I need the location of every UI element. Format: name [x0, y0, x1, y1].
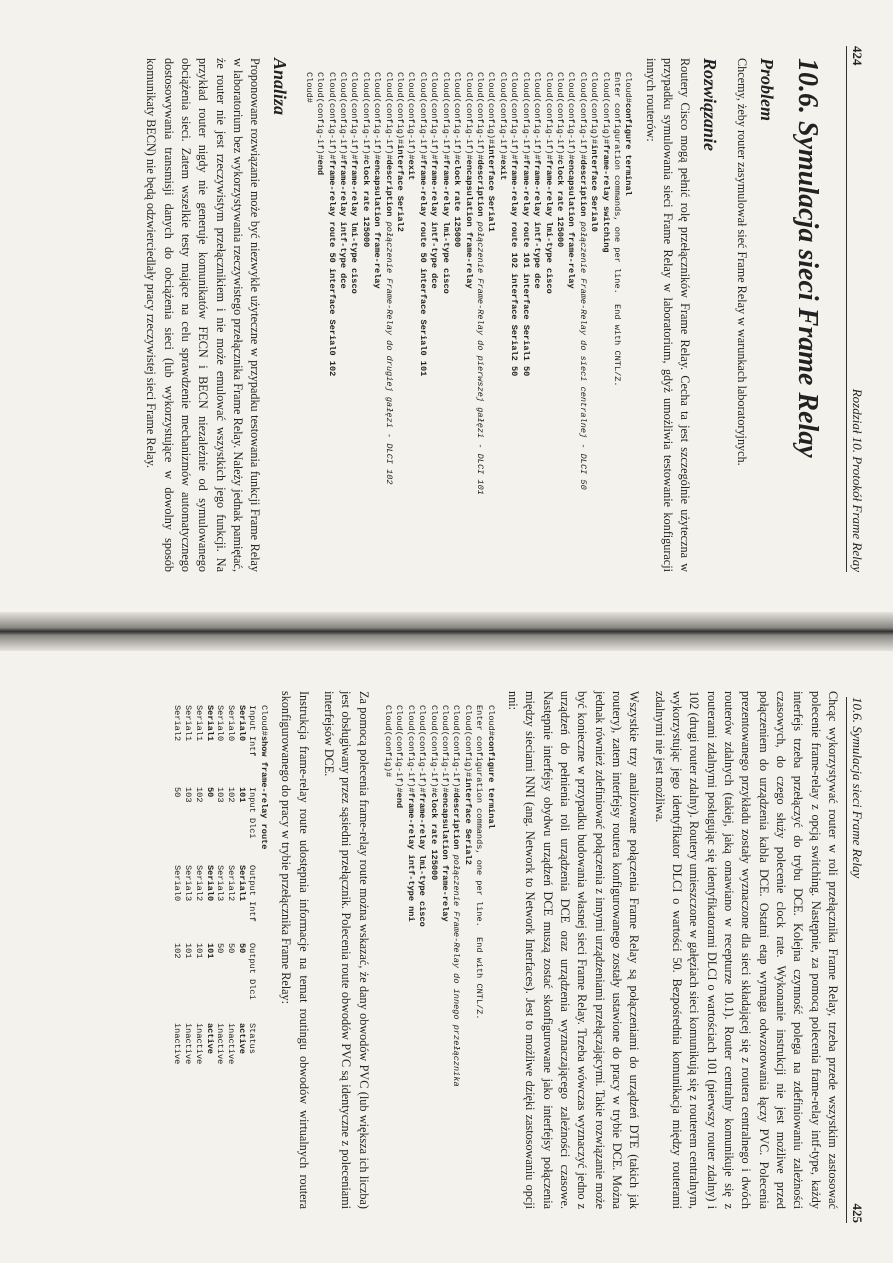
code-line — [474, 72, 485, 572]
table-cell: Serial0 — [236, 705, 247, 742]
code-command: description — [577, 159, 588, 222]
table-cell: inactive — [215, 1023, 226, 1065]
code-line — [484, 705, 495, 1209]
table-cell: 50 — [215, 943, 226, 954]
route-table — [172, 705, 258, 1064]
code-comment: połączenie Frame-Relay do drugiej gałęzi - DLCI 102 — [383, 221, 394, 485]
right-page — [0, 651, 893, 1263]
paragraph: Chcąc wykorzystywać router w roli przełącznika Frame Relay, trzeba przede wszystkim zastosować polecenie frame-relay z opcją switching. Następnie, za pomocą polecenia frame-relay intf-type, każdy interfejs trzeba przełączyć do trybu DCE. Kolejna czynność polega na zdefiniowaniu zależności czasowych, do czego służy polecenie clock rate. Wykonanie instrukcji nie jest możliwe przed połączeniem do urządzenia kabla DCE. Ostatni etap wymaga odwzorowania łączy PVC. Polecenia prezentowanego przykładu zostały wyznaczone dla sieci składającej się z routera centralnego i dwóch routerów zdalnych (takiej, jaką omawiano w recepturze 10.1). Router centralny komunikuje się z routerami zdalnymi posługując się identyfikatorami DLCI o wartościach 101 (pierwszy router zdalny) i 102 (drugi router zdalny). Routery umieszczone w gałęziach sieci komunikują się z routerem centralnym, wykorzystując jego identyfikator DLCI o wartości 50. Bezpośrednia komunikacja między routerami zdalnymi nie jest możliwa. — [652, 691, 840, 1209]
paragraph: Za pomocą polecenia frame-relay route można wskazać, że dany obwodów PVC (lub większa ich liczba) jest obsługiwany przez sąsiedni przełącznik. Polecenia route obwodów PVC są identyczne z poleceniami interfejsów DCE. — [321, 691, 371, 1209]
left-page — [0, 0, 893, 612]
code-line — [439, 72, 450, 572]
code-command: encapsulation frame-relay — [372, 159, 383, 289]
code-prompt: Cloud(config)# — [486, 72, 497, 145]
nni-code-block — [382, 705, 496, 1209]
table-cell: Serial1 — [204, 705, 215, 742]
table-cell: 50 — [226, 943, 237, 954]
table-row — [215, 705, 226, 1064]
solution-heading: Rozwiązanie — [700, 58, 721, 152]
code-command: interface Serial1 — [486, 144, 497, 232]
code-line — [462, 72, 473, 572]
code-prompt: Cloud(config)# — [589, 72, 600, 145]
code-prompt: Cloud(config)# — [382, 705, 393, 778]
code-line — [427, 705, 438, 1209]
code-command: clock rate 125000 — [428, 792, 439, 881]
code-line — [588, 72, 599, 572]
table-cell: Serial3 — [183, 865, 194, 902]
code-prompt: Cloud(config-if)# — [509, 72, 520, 160]
page-number: 424 — [850, 46, 865, 66]
table-cell: inactive — [183, 1023, 194, 1065]
code-prompt: Cloud(config-if)# — [440, 72, 451, 160]
code-command: description — [383, 159, 394, 222]
code-line — [359, 72, 370, 572]
code-command: interface Serial2 — [395, 144, 406, 232]
code-prompt: Cloud(config-if)# — [394, 705, 405, 793]
book-gutter — [0, 612, 893, 651]
code-command: configure terminal — [485, 735, 496, 829]
code-command: interface Serial2 — [462, 777, 473, 865]
table-cell: 101 — [193, 943, 204, 959]
code-prompt: Cloud(config-if)# — [383, 72, 394, 160]
table-cell: 50 — [204, 787, 215, 798]
code-command: frame-relay lmi-type cisco — [543, 159, 554, 294]
code-prompt: Cloud# — [485, 705, 496, 736]
solution-text: Routery Cisco mogą pełnić rolę przełączników Frame Relay. Cecha ta jest szczególnie użyteczna w przypadku symulowania sieci Frame Relay w laboratorium, gdyż umożliwia testowanie konfiguracji innych routerów: — [643, 58, 693, 572]
table-cell: Serial0 — [172, 865, 183, 902]
code-line — [496, 72, 507, 572]
code-line — [382, 72, 393, 572]
code-line — [348, 72, 359, 572]
table-row — [182, 705, 193, 1064]
code-prompt: Cloud(config-if)# — [497, 72, 508, 160]
code-prompt: Cloud# — [258, 705, 269, 736]
code-prompt: Cloud(config-if)# — [372, 72, 383, 160]
code-command: encapsulation frame-relay — [440, 792, 451, 922]
code-prompt: Cloud(config-if)# — [429, 72, 440, 160]
show-route-command — [257, 705, 268, 1209]
code-line — [416, 705, 427, 1209]
code-prompt: Cloud(config)# — [600, 72, 611, 145]
column-header: Status — [247, 1023, 258, 1054]
code-line — [542, 72, 553, 572]
table-row — [172, 705, 183, 1064]
code-command: clock rate 125000 — [452, 159, 463, 248]
code-prompt: Cloud(config-if)# — [463, 72, 474, 160]
code-command: clock rate 125000 — [360, 159, 371, 248]
code-line — [428, 72, 439, 572]
table-row — [204, 705, 215, 1064]
analysis-text: Proponowane rozwiązanie może być niezwykle użyteczne w przypadku testowania funkcji Frame Relay w laboratorium bez wykorzystywania rzeczywistego przełącznika Frame Relay. Należy jednak pamiętać, że router nie jest rzeczywistym przełącznikiem i nie może emulować wszystkich jego funkcji. Na przykład router nigdy nie generuje komunikatów FECN i BECN niezależnie od symulowanego obciążenia sieci. Zatem wszelkie testy mające na celu sprawdzenie mechanizmów automatycznego dostosowywania transmisji danych do obciążenia sieci (lub wykorzystujące w dowolny sposób komunikaty BECN) nie będą odzwierciedlały pracy rzeczywistej sieci Frame Relay. — [144, 58, 263, 572]
code-command: frame-relay route 101 interface Serial1 50 — [520, 159, 531, 377]
table-cell: Serial2 — [193, 865, 204, 902]
table-cell: 103 — [183, 787, 194, 803]
code-command: frame-relay switching — [600, 144, 611, 253]
code-prompt: Cloud(config-if)# — [532, 72, 543, 160]
table-cell: 50 — [172, 787, 183, 798]
running-title: 10.6. Symulacja sieci Frame Relay — [850, 697, 865, 879]
table-cell: Serial2 — [226, 865, 237, 902]
running-title: Rozdział 10. Protokół Frame Relay — [850, 388, 865, 572]
code-line — [485, 72, 496, 572]
code-command: frame-relay route 102 interface Serial2 50 — [509, 159, 520, 377]
table-cell: Serial1 — [183, 705, 194, 742]
code-command: configure terminal — [623, 102, 634, 196]
code-line — [371, 72, 382, 572]
table-cell: 101 — [183, 943, 194, 959]
code-command: frame-relay route 50 interface Serial0 102 — [326, 159, 337, 377]
code-line — [554, 72, 565, 572]
code-line — [622, 72, 633, 572]
code-command: frame-relay intf-type dce — [429, 159, 440, 289]
problem-heading: Problem — [756, 58, 777, 121]
table-cell: 101 — [236, 787, 247, 803]
table-cell: inactive — [172, 1023, 183, 1065]
table-cell: inactive — [193, 1023, 204, 1065]
code-command: end — [394, 792, 405, 809]
code-prompt: Cloud# — [303, 72, 314, 103]
table-cell: Serial0 — [204, 865, 215, 902]
code-prompt: Cloud(config-if)# — [360, 72, 371, 160]
code-line — [599, 72, 610, 572]
code-command: encapsulation frame-relay — [463, 159, 474, 289]
code-prompt: Cloud(config-if)# — [428, 705, 439, 793]
code-line — [565, 72, 576, 572]
right-page-header — [846, 697, 865, 1223]
code-line — [405, 72, 416, 572]
code-line — [462, 705, 473, 1209]
code-line — [302, 72, 313, 572]
code-prompt: Cloud(config)# — [462, 705, 473, 778]
code-comment: połączenie Frame-Relay do sieci centralnej - DLCI 50 — [577, 221, 588, 490]
code-line — [473, 705, 484, 1209]
column-header: Input Dlci — [247, 787, 258, 839]
code-command: exit — [497, 159, 508, 181]
left-column — [134, 58, 823, 572]
table-cell: Serial0 — [226, 705, 237, 742]
table-cell: 50 — [236, 943, 247, 954]
table-cell: inactive — [226, 1023, 237, 1065]
code-line — [531, 72, 542, 572]
left-page-header — [846, 46, 865, 572]
code-line — [382, 705, 393, 1209]
code-line — [416, 72, 427, 572]
code-line — [508, 72, 519, 572]
code-prompt: Enter configuration commands, one per line. End with CNTL/Z. — [612, 72, 623, 387]
paragraph: Wszystkie trzy analizowane połączenia Frame Relay są połączeniami do urządzeń DTE (takich jak routery), zatem interfejsy routera konfigurowanego zostały ustawione do pracy w trybie DCE. Można jednak również zdefiniować połączenia z innymi urządzeniami przełączającymi. Takie rozwiązanie może być konieczne w przypadku budowania własnej sieci Frame Relay. Trzeba wówczas wyznaczyć jedno z urządzeń do pełnienia roli urządzenia DCE oraz urządzenia wyznaczającego zależności czasowe. Następnie interfejsy obydwu urządzeń DCE muszą zostać skonfigurowane jako interfejsy połączenia między sieciami NNI (ang. Network to Network Interfaces). Jest to możliwe dzięki zastosowaniu opcji nni: — [506, 691, 642, 1209]
table-row — [193, 705, 204, 1064]
table-cell: active — [204, 1023, 215, 1054]
code-line — [611, 72, 622, 572]
analysis-heading: Analiza — [270, 58, 291, 116]
table-cell: Serial0 — [215, 705, 226, 742]
table-row — [225, 705, 236, 1064]
code-command: frame-relay lmi-type cisco — [440, 159, 451, 294]
table-cell: Serial1 — [193, 705, 204, 742]
code-line — [325, 72, 336, 572]
code-prompt: Enter configuration commands, one per line. End with CNTL/Z. — [474, 705, 485, 1020]
code-prompt: Cloud(config-if)# — [417, 72, 428, 160]
code-prompt: Cloud(config)# — [395, 72, 406, 145]
code-command: frame-relay intf-type nni — [405, 792, 416, 922]
table-cell: 102 — [193, 787, 204, 803]
code-prompt: Cloud(config-if)# — [577, 72, 588, 160]
code-prompt: Cloud(config-if)# — [554, 72, 565, 160]
code-line — [576, 72, 587, 572]
code-command: frame-relay intf-type dce — [532, 159, 543, 289]
code-prompt: Cloud(config-if)# — [349, 72, 360, 160]
paragraph: Instrukcja frame-relay route udostępnia informacje na temat routingu obwodów wirtualnych routera skonfigurowanego do pracy w trybie przełącznika Frame Relay: — [279, 691, 311, 1209]
code-prompt: Cloud(config-if)# — [440, 705, 451, 793]
code-line — [393, 705, 404, 1209]
code-command: show frame-relay route — [258, 735, 269, 850]
column-header: Output Dlci — [247, 943, 258, 1000]
code-prompt: Cloud(config-if)# — [520, 72, 531, 160]
code-line — [394, 72, 405, 572]
code-prompt: Cloud(config-if)# — [326, 72, 337, 160]
code-comment: połączenie Frame-Relay do pierwszej gałęzi - DLCI 101 — [475, 221, 486, 495]
page-number: 425 — [850, 1203, 865, 1223]
code-command: description — [451, 792, 462, 855]
code-line — [450, 705, 461, 1209]
problem-text: Chcemy, żeby router zasymulował sieć Frame Relay w warunkach laboratoryjnych. — [734, 58, 749, 466]
table-cell: 102 — [226, 787, 237, 803]
code-command: description — [475, 159, 486, 222]
code-prompt: Cloud(config-if)# — [406, 72, 417, 160]
code-prompt: Cloud(config-if)# — [315, 72, 326, 160]
table-cell: Serial3 — [215, 865, 226, 902]
code-line — [451, 72, 462, 572]
code-line — [404, 705, 415, 1209]
code-command: frame-relay route 50 interface Serial0 101 — [417, 159, 428, 377]
column-header: Input Intf — [247, 705, 258, 757]
table-cell: 102 — [172, 943, 183, 959]
right-column — [172, 691, 841, 1209]
table-cell: 103 — [215, 787, 226, 803]
code-prompt: Cloud(config-if)# — [417, 705, 428, 793]
code-line — [519, 72, 530, 572]
column-header: Output Intf — [247, 865, 258, 922]
code-comment: połączenie Frame-Relay do innego przełącznika — [451, 854, 462, 1087]
config-code-block — [302, 72, 633, 572]
code-line — [314, 72, 325, 572]
code-prompt: Cloud(config-if)# — [543, 72, 554, 160]
code-command: exit — [406, 159, 417, 181]
code-command: end — [315, 159, 326, 176]
table-cell: Serial1 — [236, 865, 247, 902]
table-cell: 101 — [204, 943, 215, 959]
section-title: 10.6. Symulacja sieci Frame Relay — [792, 58, 823, 458]
code-command: encapsulation frame-relay — [566, 159, 577, 289]
code-prompt: Cloud# — [623, 72, 634, 103]
code-prompt: Cloud(config-if)# — [475, 72, 486, 160]
code-prompt: Cloud(config-if)# — [566, 72, 577, 160]
code-command: frame-relay lmi-type cisco — [417, 792, 428, 927]
table-header-row — [247, 705, 258, 1064]
code-prompt: Cloud(config-if)# — [337, 72, 348, 160]
code-prompt: Cloud(config-if)# — [452, 72, 463, 160]
code-command: frame-relay lmi-type cisco — [349, 159, 360, 294]
table-cell: active — [236, 1023, 247, 1054]
table-row — [236, 705, 247, 1064]
code-command: frame-relay intf-type dce — [337, 159, 348, 289]
code-prompt: Cloud(config-if)# — [405, 705, 416, 793]
code-command: interface Serial0 — [589, 144, 600, 232]
table-cell: Serial2 — [172, 705, 183, 742]
code-line — [439, 705, 450, 1209]
code-line — [337, 72, 348, 572]
code-command: clock rate 125000 — [554, 159, 565, 248]
code-prompt: Cloud(config-if)# — [451, 705, 462, 793]
